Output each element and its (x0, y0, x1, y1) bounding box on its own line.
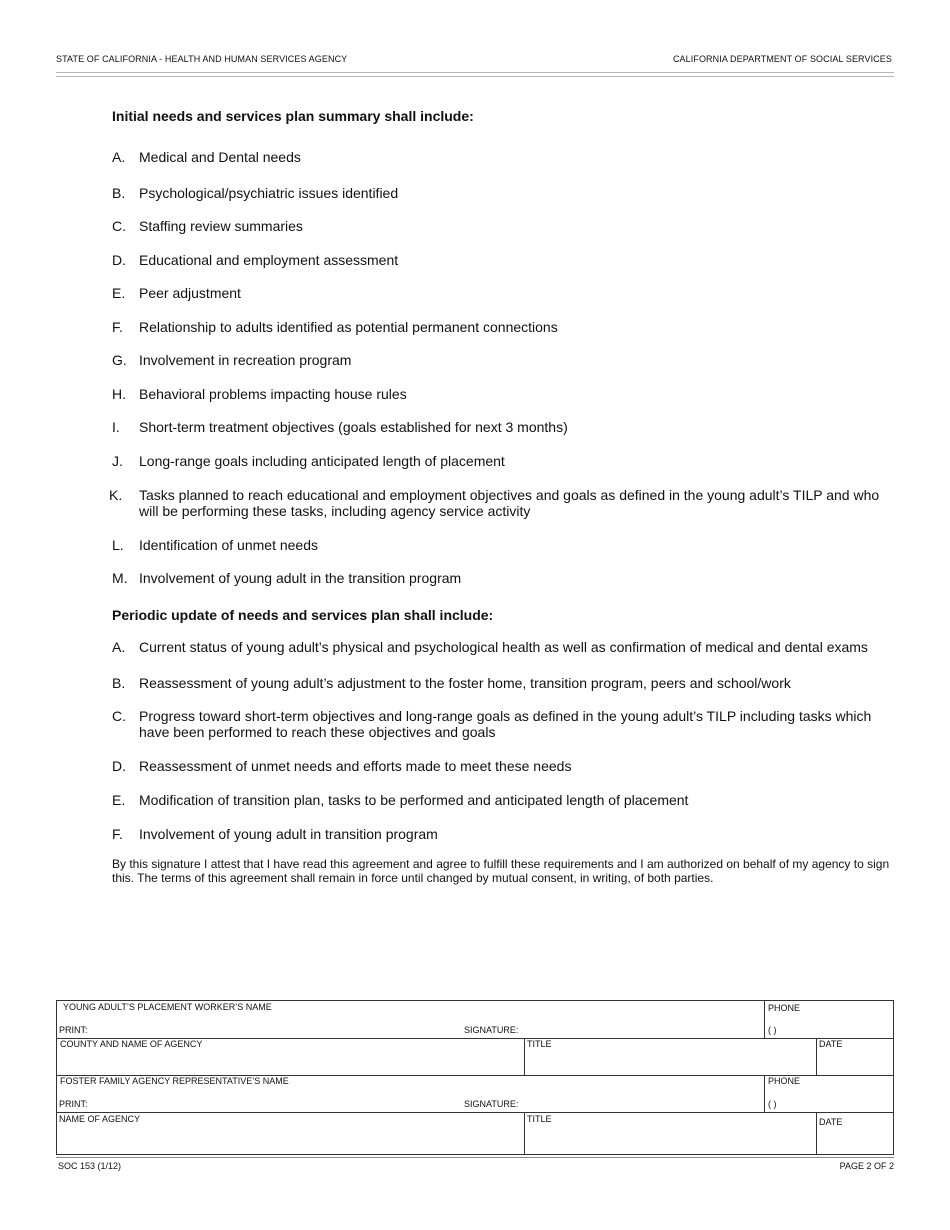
worker-print-label: PRINT: (59, 1025, 88, 1035)
form-id: SOC 153 (1/12) (58, 1161, 122, 1171)
header-department: CALIFORNIA DEPARTMENT OF SOCIAL SERVICES (672, 54, 892, 64)
item-letter: B. (112, 675, 126, 691)
item-letter: D. (112, 758, 126, 774)
item-text: Involvement in recreation program (139, 352, 352, 368)
item-text: Long-range goals including anticipated length of placement (139, 453, 505, 469)
agency-title-label: TITLE (527, 1114, 552, 1124)
header-rule-bottom (56, 76, 894, 77)
form-bottom-rule (56, 1157, 894, 1158)
ffa-print-label: PRINT: (59, 1099, 88, 1109)
attestation-statement: By this signature I attest that I have read this agreement and agree to fulfill these requirements and I am authorized on behalf of my agency to sign this. The terms of this agreement shall remain in force until changed by mutual consent, in writing, of both parties. (112, 857, 890, 885)
item-text: Involvement of young adult in the transition program (139, 570, 462, 586)
item-text: Current status of young adult’s physical and psychological health as well as confirmation of medical and dental exams (139, 639, 868, 655)
item-text: Educational and employment assessment (139, 252, 399, 268)
item-letter: M. (112, 570, 128, 586)
item-text: Involvement of young adult in transition program (139, 826, 438, 842)
item-text: Modification of transition plan, tasks to be performed and anticipated length of placement (139, 792, 689, 808)
item-text: Peer adjustment (139, 285, 241, 301)
worker-phone-label: PHONE (768, 1003, 801, 1013)
item-letter: G. (112, 352, 127, 368)
item-letter: B. (112, 185, 126, 201)
item-text: Reassessment of young adult’s adjustment to the foster home, transition program, peers and school/work (139, 675, 791, 691)
page-number: PAGE 2 OF 2 (839, 1161, 894, 1171)
item-letter: H. (112, 386, 126, 402)
item-letter: I. (112, 419, 120, 435)
periodic-update-title: Periodic update of needs and services plan shall include: (112, 607, 494, 623)
item-letter: E. (112, 792, 126, 808)
header-rule-top (56, 72, 894, 73)
item-text: Behavioral problems impacting house rules (139, 386, 407, 402)
item-text: Medical and Dental needs (139, 149, 301, 165)
agency-name-label: NAME OF AGENCY (59, 1114, 141, 1124)
form-col-divider (816, 1038, 817, 1075)
item-letter: J. (112, 453, 123, 469)
item-text: Psychological/psychiatric issues identified (139, 185, 399, 201)
worker-phone-area: ( ) (768, 1025, 777, 1035)
item-text: Progress toward short-term objectives and long-range goals as defined in the young adult’s TILP including tasks which have been performed to reach these objectives and goals (139, 708, 872, 740)
form-col-divider (524, 1038, 525, 1075)
ffa-rep-label: FOSTER FAMILY AGENCY REPRESENTATIVE’S NAME (60, 1076, 289, 1086)
item-letter: L. (112, 537, 124, 553)
ffa-signature-label: SIGNATURE: (464, 1099, 519, 1109)
county-agency-label: COUNTY AND NAME OF AGENCY (60, 1039, 203, 1049)
ffa-phone-area: ( ) (768, 1099, 777, 1109)
header-agency: STATE OF CALIFORNIA - HEALTH AND HUMAN SERVICES AGENCY (56, 54, 348, 64)
item-letter: E. (112, 285, 126, 301)
initial-plan-title: Initial needs and services plan summary shall include: (112, 108, 474, 124)
ffa-phone-label: PHONE (768, 1076, 801, 1086)
county-title-label: TITLE (527, 1039, 552, 1049)
item-letter: A. (112, 149, 126, 165)
item-letter: C. (112, 708, 126, 724)
item-text: Short-term treatment objectives (goals established for next 3 months) (139, 419, 568, 435)
county-date-label: DATE (819, 1039, 843, 1049)
item-text: Reassessment of unmet needs and efforts made to meet these needs (139, 758, 572, 774)
item-text: Tasks planned to reach educational and employment objectives and goals as defined in the young adult’s TILP and who will be performing these tasks, including agency service activity (139, 487, 880, 519)
item-text: Staffing review summaries (139, 218, 303, 234)
item-text: Relationship to adults identified as potential permanent connections (139, 319, 558, 335)
form-col-divider (524, 1112, 525, 1155)
item-letter: K. (109, 487, 123, 503)
form-col-divider (764, 1001, 765, 1038)
item-letter: F. (112, 319, 123, 335)
agency-date-label: DATE (819, 1117, 843, 1127)
form-row-divider (57, 1112, 893, 1113)
form-col-divider (816, 1112, 817, 1155)
worker-signature-label: SIGNATURE: (464, 1025, 519, 1035)
signature-form (56, 1000, 894, 1155)
item-letter: C. (112, 218, 126, 234)
item-letter: F. (112, 826, 123, 842)
worker-name-label: YOUNG ADULT’S PLACEMENT WORKER’S NAME (63, 1002, 272, 1012)
form-col-divider (764, 1075, 765, 1112)
item-letter: D. (112, 252, 126, 268)
item-letter: A. (112, 639, 126, 655)
item-text: Identification of unmet needs (139, 537, 319, 553)
